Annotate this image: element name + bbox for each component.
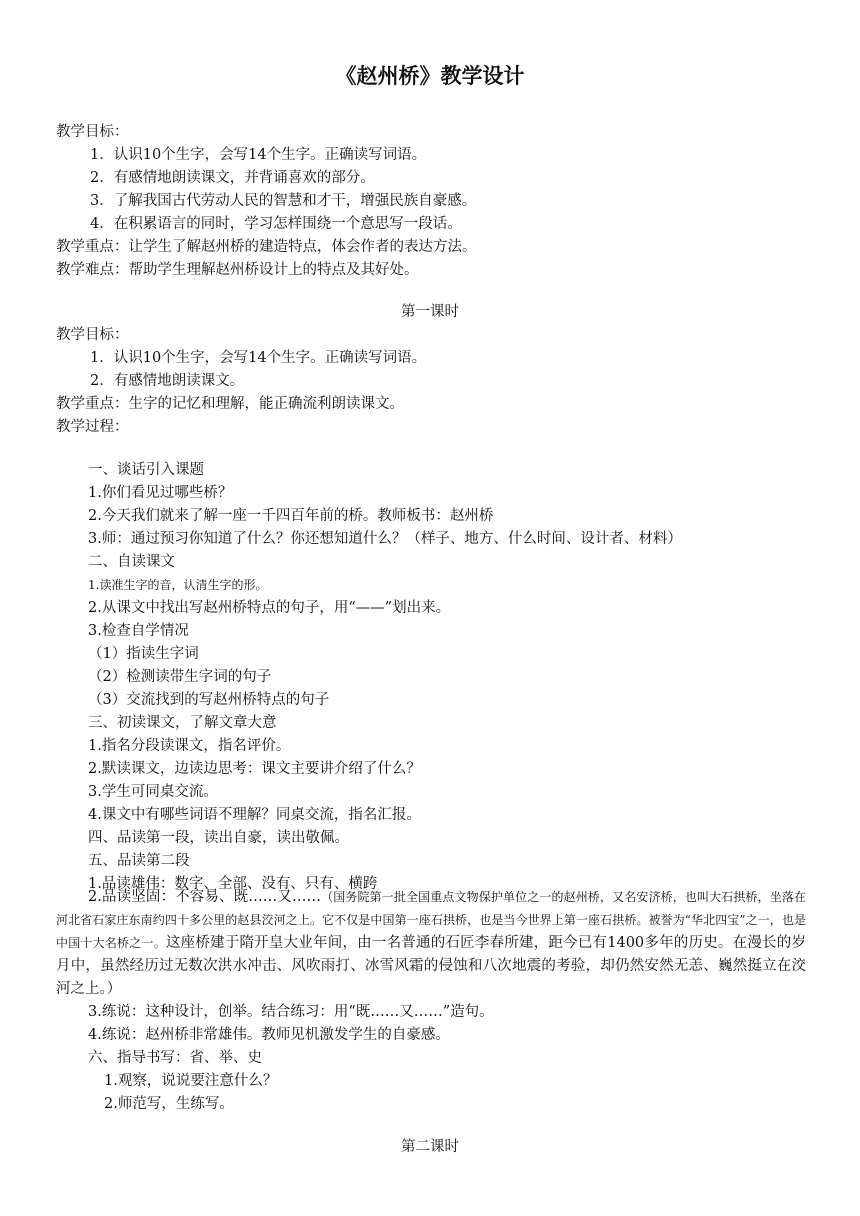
process-label: 教学过程： [56, 419, 129, 435]
lesson1-goal-item: 1．认识10个生字，会写14个生字。正确读写词语。 [90, 350, 427, 366]
lesson2-heading: 第二课时 [401, 1139, 459, 1155]
list-item: （3）交流找到的写赵州桥特点的句子 [88, 692, 330, 708]
list-item: 2.默读课文，边读边思考：课文主要讲介绍了什么？ [88, 761, 421, 777]
paragraph-rest: 这座桥建于隋开皇大业年间，由一名普通的石匠李春所建，距今已有1400多年的历史。在漫长的岁月中，虽然经历过无数次洪水冲击、风吹雨打、冰雪风霜的侵蚀和八次地震的考验，却仍然安然无恙、巍然挺立在洨河之上。） [56, 935, 806, 997]
list-item: 3.学生可同桌交流。 [88, 784, 218, 800]
list-item: 3.师：通过预习你知道了什么？你还想知道什么？（样子、地方、什么时间、设计者、材料） [88, 531, 682, 547]
list-item: 2.师范写，生练写。 [104, 1096, 234, 1112]
list-item: （1）指读生字词 [88, 646, 199, 662]
list-item: 1.品读雄伟：数字、全部、没有、只有、横跨 [88, 876, 378, 892]
section-title: 一、谈话引入课题 [88, 462, 204, 478]
goal-item: 3．了解我国古代劳动人民的智慧和才干，增强民族自豪感。 [90, 193, 477, 209]
section-title: 二、自读课文 [88, 554, 175, 570]
list-item: 4.课文中有哪些词语不理解？同桌交流，指名汇报。 [88, 807, 421, 823]
background-paragraph [56, 886, 806, 1001]
list-item: 1.读准生字的音，认清生字的形。 [88, 578, 268, 592]
paragraph-lead: 2.品读坚固：不容易、既……又…… [88, 889, 321, 905]
list-item: 2.从课文中找出写赵州桥特点的句子，用“——”划出来。 [88, 600, 451, 616]
list-item: 3.练说：这种设计，创举。结合练习：用“既……又……”造句。 [88, 1004, 494, 1020]
section-title: 五、品读第二段 [88, 853, 190, 869]
key-point: 教学重点：让学生了解赵州桥的建造特点，体会作者的表达方法。 [56, 239, 477, 255]
list-item: 1.指名分段读课文，指名评价。 [88, 738, 291, 754]
goal-item: 1．认识10个生字，会写14个生字。正确读写词语。 [90, 147, 427, 163]
list-item: 1.观察，说说要注意什么？ [104, 1073, 278, 1089]
lesson1-key-point: 教学重点：生字的记忆和理解，能正确流利朗读课文。 [56, 396, 404, 412]
difficulty: 教学难点：帮助学生理解赵州桥设计上的特点及其好处。 [56, 262, 419, 278]
paragraph-note: （国务院第一批全国重点文物保护单位之一的赵州桥，又名安济桥，也叫大石拱桥，坐落在河北省石家庄东南约四十多公里的赵县洨河之上。它不仅是中国第一座石拱桥，也是当今世界上第一座石拱桥。被誉为“华北四宝”之一，也是中国十大名桥之一。 [56, 890, 806, 950]
list-item: （2）检测读带生字词的句子 [88, 669, 272, 685]
section-title: 四、品读第一段，读出自豪，读出敬佩。 [88, 830, 349, 846]
section-title: 三、初读课文，了解文章大意 [88, 715, 277, 731]
goals-label: 教学目标： [56, 124, 129, 140]
lesson1-heading: 第一课时 [401, 304, 459, 320]
goal-item: 2．有感情地朗读课文，并背诵喜欢的部分。 [90, 170, 375, 186]
section-title: 六、指导书写：省、举、史 [88, 1050, 262, 1066]
document-title: 《赵州桥》教学设计 [335, 64, 525, 88]
lesson1-goal-item: 2．有感情地朗读课文。 [90, 373, 245, 389]
list-item: 4.练说：赵州桥非常雄伟。教师见机激发学生的自豪感。 [88, 1027, 450, 1043]
goal-item: 4．在积累语言的同时，学习怎样围绕一个意思写一段话。 [90, 216, 462, 232]
list-item: 2.今天我们就来了解一座一千四百年前的桥。教师板书：赵州桥 [88, 508, 494, 524]
list-item: 3.检查自学情况 [88, 623, 189, 639]
lesson1-goals-label: 教学目标： [56, 327, 129, 343]
list-item: 1.你们看见过哪些桥？ [88, 485, 233, 501]
